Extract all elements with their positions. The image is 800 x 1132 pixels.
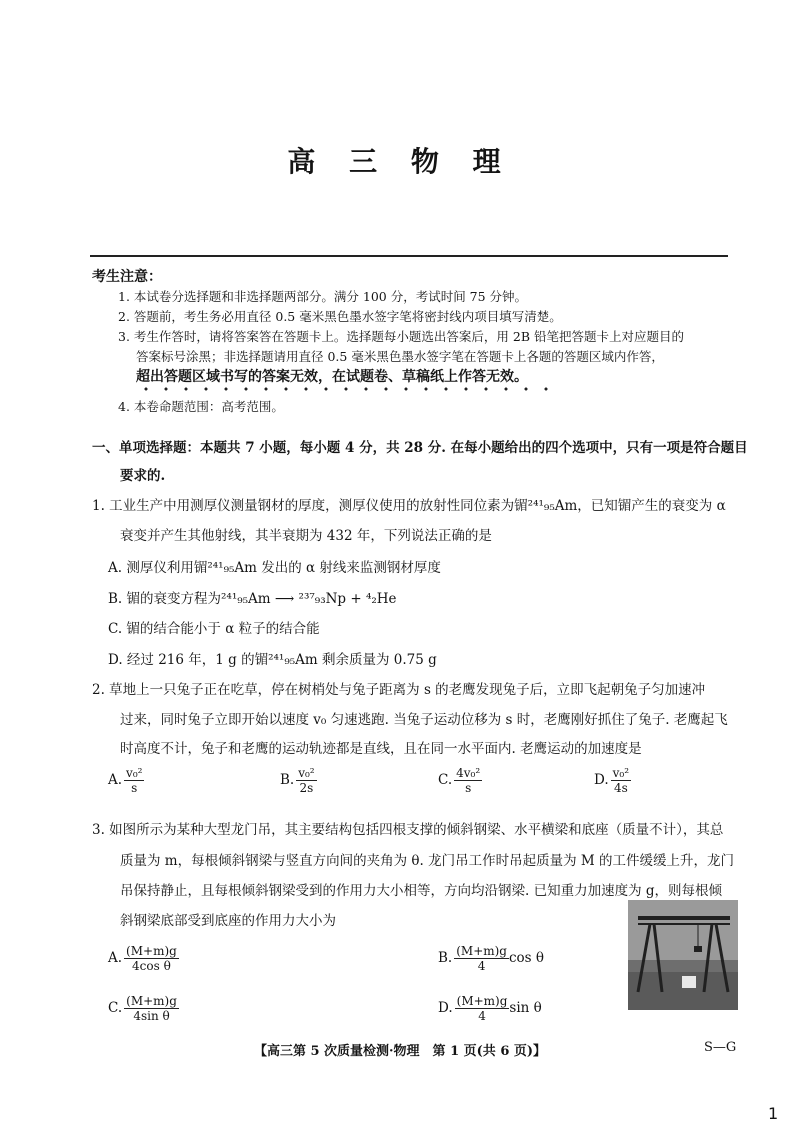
q3-option-a: A. $\frac{(M+m)g}{\text{4cos θ}}$: [108, 944, 177, 973]
q3-option-b: B. $\frac{(M+m)g}{4}$ cos θ: [438, 944, 545, 973]
question-1-stem: 1. 工业生产中用测厚仪测量钢材的厚度，测厚仪使用的放射性同位素为镅²⁴¹₉₅Am，已知镅产生的衰变为 α: [92, 498, 726, 514]
gantry-crane-photo: [628, 900, 738, 1010]
q2-option-b: B. $\frac{\text{v₀²}}{2s}$: [280, 766, 315, 795]
question-2-stem-cont: 时高度不计，兔子和老鹰的运动轨迹都是直线，且在同一水平面内. 老鹰运动的加速度是: [120, 741, 642, 757]
q1-option-c: C. 镅的结合能小于 α 粒子的结合能: [108, 621, 320, 637]
notice-item-emphasis: 超出答题区域书写的答案无效，在试题卷、草稿纸上作答无效。: [136, 369, 528, 385]
q3-option-c: C. $\frac{(M+m)g}{\text{4sin θ}}$: [108, 994, 177, 1023]
gantry-crane-icon: [628, 900, 738, 1010]
page-number: 1: [768, 1104, 779, 1123]
question-3-stem-cont: 吊保持静止，且每根倾斜钢梁受到的作用力大小相等，方向均沿钢梁. 已知重力加速度为 g，则每根倾: [120, 883, 723, 899]
question-2-stem-cont: 过来，同时兔子立即开始以速度 v₀ 匀速逃跑. 当兔子运动位移为 s 时，老鹰刚好抓住了兔子. 老鹰起飞: [120, 712, 728, 728]
q2-option-d: D. $\frac{\text{v₀²}}{4s}$: [594, 766, 630, 795]
notice-item: 答案标号涂黑；非选择题请用直径 0.5 毫米黑色墨水签字笔在答题卡上各题的答题区域内作答，: [136, 349, 664, 364]
q3-option-d: D. $\frac{(M+m)g}{4}$ sin θ: [438, 994, 542, 1023]
notice-item: 2. 答题前，考生务必用直径 0.5 毫米黑色墨水签字笔将密封线内项目填写清楚。: [118, 309, 562, 324]
emphasis-dots: [136, 386, 556, 392]
question-3-stem-cont: 质量为 m，每根倾斜钢梁与竖直方向间的夹角为 θ. 龙门吊工作时吊起质量为 M 的工件缓缓上升，龙门: [120, 853, 734, 869]
notice-item: 1. 本试卷分选择题和非选择题两部分。满分 100 分，考试时间 75 分钟。: [118, 289, 528, 304]
notice-item: 4. 本卷命题范围：高考范围。: [118, 399, 284, 414]
section-heading: 一、单项选择题：本题共 7 小题，每小题 4 分，共 28 分. 在每小题给出的四个选项中，只有一项是符合题目: [92, 440, 748, 456]
page-footer: 【高三第 5 次质量检测·物理 第 1 页(共 6 页)】: [253, 1044, 547, 1059]
page-title: 高 三 物 理: [287, 145, 513, 178]
question-3-stem-cont: 斜钢梁底部受到底座的作用力大小为: [120, 913, 336, 929]
question-1-stem-cont: 衰变并产生其他射线，其半衰期为 432 年，下列说法正确的是: [120, 528, 492, 544]
title-divider: [90, 255, 728, 257]
q1-option-d: D. 经过 216 年，1 g 的镅²⁴¹₉₅Am 剩余质量为 0.75 g: [108, 652, 437, 668]
question-2-stem: 2. 草地上一只兔子正在吃草，停在树梢处与兔子距离为 s 的老鹰发现兔子后，立即飞起朝兔子匀加速冲: [92, 682, 706, 698]
q1-option-a: A. 测厚仪利用镅²⁴¹₉₅Am 发出的 α 射线来监测钢材厚度: [108, 560, 441, 576]
notice-item: 3. 考生作答时，请将答案答在答题卡上。选择题每小题选出答案后，用 2B 铅笔把答题卡上对应题目的: [118, 329, 684, 344]
question-3-stem: 3. 如图所示为某种大型龙门吊，其主要结构包括四根支撑的倾斜钢梁、水平横梁和底座（质量不计），其总: [92, 822, 724, 838]
q2-option-a: A. $\frac{\text{v₀²}}{s}$: [108, 766, 143, 795]
section-heading-cont: 要求的.: [120, 468, 166, 484]
q2-option-c: C. $\frac{\text{4v₀²}}{s}$: [438, 766, 481, 795]
q1-option-b: B. 镅的衰变方程为²⁴¹₉₅Am ⟶ ²³⁷₉₃Np + ⁴₂He: [108, 591, 397, 607]
notice-heading: 考生注意：: [92, 269, 162, 285]
exam-code: S—G: [704, 1040, 737, 1055]
